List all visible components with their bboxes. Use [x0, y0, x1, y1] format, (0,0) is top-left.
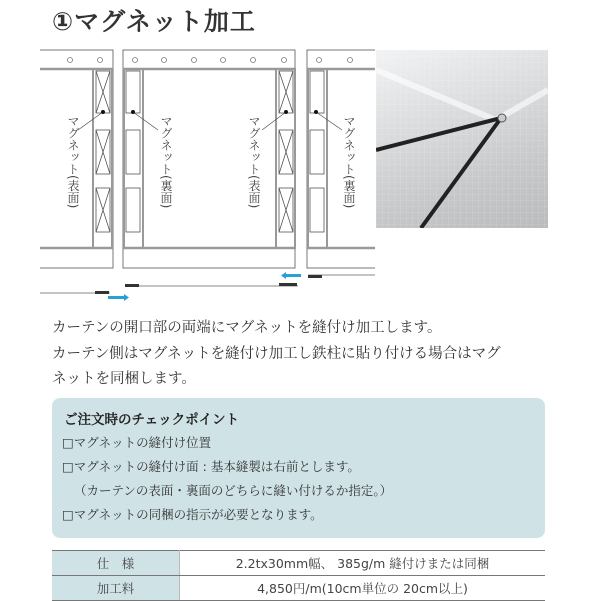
- spec-label: 仕 様: [52, 551, 180, 576]
- description-line: カーテン側はマグネットを縫付け加工し鉄柱に貼り付ける場合はマグ: [52, 345, 501, 362]
- magnet-photo: [376, 50, 548, 228]
- table-row: [52, 551, 545, 576]
- spec-value: 2.2tx30mm幅、 385g/m 縫付けまたは同梱: [180, 551, 546, 576]
- checkpoint-box: [52, 398, 545, 538]
- magnet-diagram: [40, 40, 375, 310]
- checkpoint-item: □マグネットの縫付け位置: [62, 435, 212, 450]
- table-row: [52, 576, 545, 601]
- price-value: 4,850円/m(10cm単位の 20cm以上): [180, 576, 546, 601]
- magnet-label-back-left: マグネット(裏面): [159, 115, 173, 209]
- checkpoint-item: □マグネットの同梱の指示が必要となります。: [62, 507, 323, 522]
- checkpoint-item: □マグネットの縫付け面 : 基本縫製は右前とします。: [62, 459, 360, 474]
- section-title: ①マグネット加工: [52, 7, 256, 36]
- checkpoint-note: （カーテンの表面・裏面のどちらに縫い付けるか指定。）: [74, 483, 393, 498]
- description-line: ネットを同梱します。: [52, 371, 196, 387]
- spec-table: [52, 550, 545, 601]
- checkpoint-title: ご注文時のチェックポイント: [64, 412, 240, 428]
- description: [52, 316, 501, 393]
- price-label: 加工料: [52, 576, 180, 601]
- description-line: カーテンの開口部の両端にマグネットを縫付け加工します。: [52, 320, 442, 336]
- magnet-label-front-left: マグネット(表面): [66, 115, 80, 209]
- magnet-label-back-right: マグネット(裏面): [342, 115, 356, 209]
- magnet-label-front-right: マグネット(表面): [247, 115, 261, 209]
